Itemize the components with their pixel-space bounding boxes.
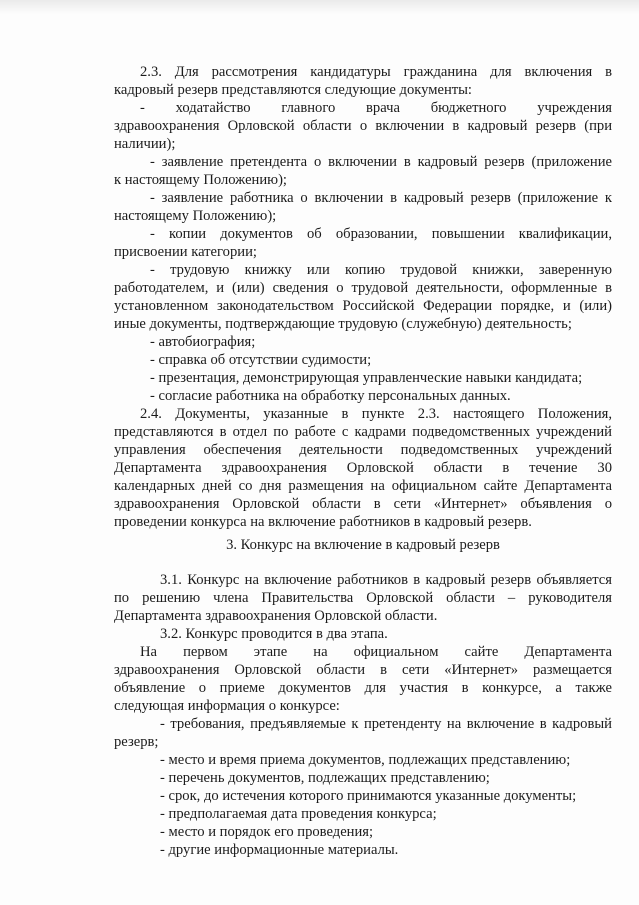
text-line: На первом этапе на официальном сайте Департамента — [140, 644, 612, 660]
text-line: иные документы, подтверждающие трудовую (служебную) деятельность; — [114, 316, 572, 332]
text-line: 3.2. Конкурс проводится в два этапа. — [160, 626, 388, 642]
text-line: Департамента здравоохранения Орловской области в течение 30 — [114, 460, 612, 476]
text-line: резерв; — [114, 734, 159, 750]
text-line: - заявление претендента о включении в кадровый резерв (приложение — [150, 154, 612, 170]
text-line: - требования, предъявляемые к претенденту на включение в кадровый — [160, 716, 612, 732]
text-line: - ходатайство главного врача бюджетного учреждения — [140, 100, 612, 116]
text-line: здравоохранения Орловской области в сети «Интернет» размещается — [114, 662, 612, 678]
text-line: присвоении категории; — [114, 244, 257, 260]
text-line: установленном законодательством Российской Федерации порядке, и (или) — [114, 298, 612, 314]
text-line: следующая информация о конкурсе: — [114, 698, 340, 714]
text-line: - место и порядок его проведения; — [160, 824, 374, 840]
text-line: 2.4. Документы, указанные в пункте 2.3. настоящего Положения, — [140, 406, 612, 422]
text-line: - справка об отсутствии судимости; — [150, 352, 372, 368]
text-line: - копии документов об образовании, повышении квалификации, — [150, 226, 612, 242]
text-line: 3.1. Конкурс на включение работников в кадровый резерв объявляется — [160, 572, 612, 588]
text-line: - автобиография; — [150, 334, 256, 350]
text-line: управления обеспечения деятельности подведомственных учреждений — [114, 442, 612, 458]
text-line: - презентация, демонстрирующая управленческие навыки кандидата; — [150, 370, 583, 386]
text-line: - срок, до истечения которого принимаются указанные документы; — [160, 788, 577, 804]
text-line: - предполагаемая дата проведения конкурса; — [160, 806, 437, 822]
text-line: здравоохранения Орловской области о включении в кадровый резерв (при — [114, 118, 612, 134]
text-line: по решению члена Правительства Орловской области – руководителя — [114, 590, 612, 606]
text-line: - место и время приема документов, подлежащих представлению; — [160, 752, 571, 768]
text-line: календарных дней со дня размещения на официальном сайте Департамента — [114, 478, 612, 494]
text-line: работодателем, и (или) сведения о трудовой деятельности, оформленные в — [114, 280, 612, 296]
text-line: к настоящему Положению); — [114, 172, 287, 188]
text-line: кадровый резерв представляются следующие документы: — [114, 82, 472, 98]
text-line: представляются в отдел по работе с кадрами подведомственных учреждений — [114, 424, 612, 440]
text-line: здравоохранения Орловской области в сети «Интернет» объявления о — [114, 496, 612, 512]
text-line: - другие информационные материалы. — [160, 842, 399, 858]
text-line: объявление о приеме документов для участия в конкурсе, а также — [114, 680, 612, 696]
text-line: наличии); — [114, 136, 176, 152]
section-heading: 3. Конкурс на включение в кадровый резерв — [226, 537, 500, 553]
text-line: - трудовую книжку или копию трудовой книжки, заверенную — [150, 262, 612, 278]
text-line: настоящему Положению); — [114, 208, 277, 224]
scan-edge-shadow — [0, 0, 639, 14]
text-line: 2.3. Для рассмотрения кандидатуры гражданина для включения в — [140, 64, 612, 80]
text-line: проведении конкурса на включение работников в кадровый резерв. — [114, 514, 532, 530]
text-line: - согласие работника на обработку персональных данных. — [150, 388, 511, 404]
text-line: - заявление работника о включении в кадровый резерв (приложение к — [150, 190, 612, 206]
text-line: - перечень документов, подлежащих представлению; — [160, 770, 490, 786]
text-line: Департамента здравоохранения Орловской области. — [114, 608, 438, 624]
